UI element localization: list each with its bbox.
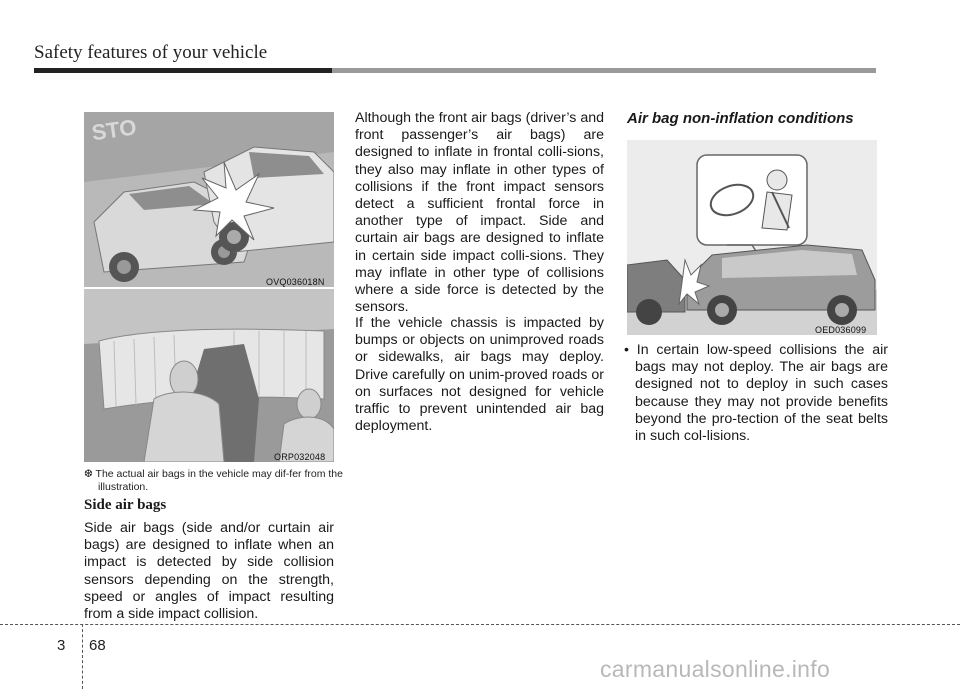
- figure-low-speed-collision: [627, 140, 877, 335]
- figure-code-3: OED036099: [815, 325, 867, 335]
- figure-side-collision: [84, 112, 334, 287]
- chapter-number: 3: [57, 637, 66, 654]
- middle-paragraph-2: If the vehicle chassis is impacted by bumps or objects on unimproved roads or sidewalks, air bags may deploy. Drive carefully on unim-proved roads or on surfaces not designed for vehicle traffic to prevent unintended air bag deployment.: [355, 315, 604, 435]
- page-header-title: Safety features of your vehicle: [34, 42, 268, 63]
- non-inflation-heading: Air bag non-inflation conditions: [627, 110, 854, 127]
- footer-divider: [82, 624, 83, 689]
- figure-caption: ❆ The actual air bags in the vehicle may dif-fer from the illustration.: [84, 468, 343, 493]
- figure-curtain-airbag: [84, 289, 334, 462]
- svg-text:STO: STO: [90, 114, 138, 146]
- curtain-airbag-illustration: [84, 289, 334, 462]
- section-heading-side-air-bags: Side air bags: [84, 497, 167, 513]
- middle-paragraph-1: Although the front air bags (driver’s and front passenger’s air bags) are designed to inflate in frontal colli-sions, they also may inflate in other types of collisions if the front impact sensors detect a sufficient frontal force in another type of impact. Side and curtain air bags are designed to inflate in certain side impact colli-sions. They may inflate in other type of collisions where a side force is detected by the sensors.: [355, 110, 604, 316]
- header-rule: [34, 68, 876, 73]
- watermark: carmanualsonline.info: [600, 656, 831, 682]
- page-number: 68: [89, 637, 106, 654]
- figure-code-2: ORP032048: [274, 452, 326, 462]
- footer-rule: [0, 624, 960, 625]
- non-inflation-bullet: • In certain low-speed collisions the air bags may not deploy. The air bags are designed not to deploy in such cases because they may not provide benefits beyond the pro-tection of the seat belts in such col-lisions.: [624, 342, 888, 445]
- side-air-bags-paragraph: Side air bags (side and/or curtain air bags) are designed to inflate when an impact is detected by side collision sensors depending on the strength, speed or angles of impact resulting from a side impact collision.: [84, 520, 334, 623]
- figure-code-1: OVQ036018N: [266, 277, 325, 287]
- low-speed-collision-illustration: [627, 140, 877, 335]
- side-collision-illustration: [84, 112, 334, 287]
